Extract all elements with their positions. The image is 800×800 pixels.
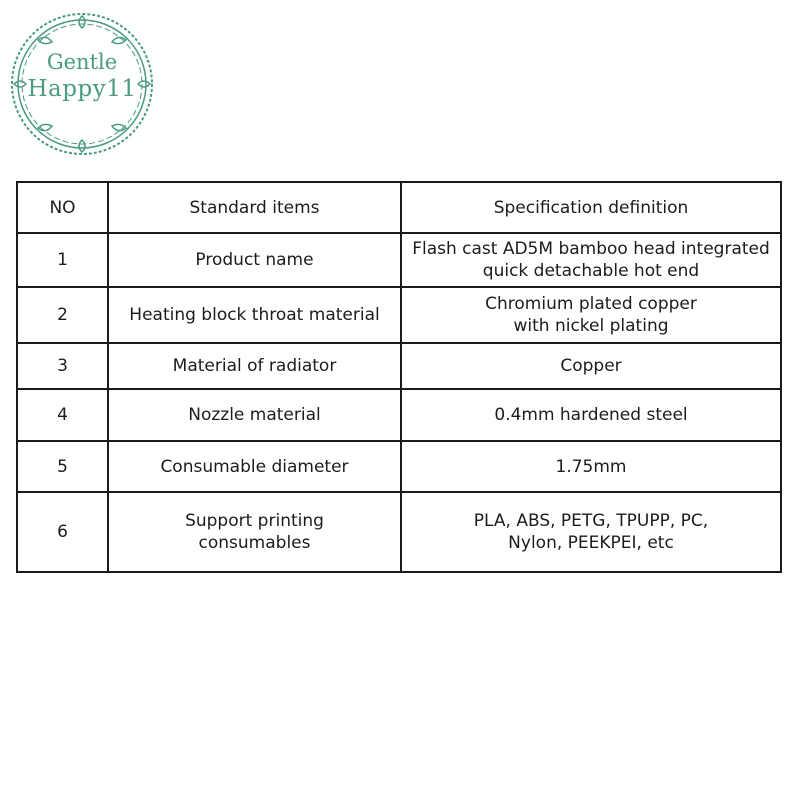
row-item: Heating block throat material	[108, 287, 401, 343]
row-spec: Chromium plated copper with nickel plating	[401, 287, 781, 343]
row-spec: 1.75mm	[401, 441, 781, 492]
header-standard-items: Standard items	[108, 182, 401, 233]
table-row	[17, 287, 781, 343]
spec-table	[16, 181, 782, 573]
table-row	[17, 343, 781, 389]
row-spec: PLA, ABS, PETG, TPUPP, PC, Nylon, PEEKPEI, etc	[401, 492, 781, 572]
row-spec: 0.4mm hardened steel	[401, 389, 781, 441]
row-spec: Flash cast AD5M bamboo head integrated quick detachable hot end	[401, 233, 781, 287]
row-no: 6	[17, 492, 108, 572]
table-row	[17, 389, 781, 441]
logo-text-line1: Gentle	[46, 50, 118, 74]
row-item: Nozzle material	[108, 389, 401, 441]
table-row	[17, 492, 781, 572]
row-no: 1	[17, 233, 108, 287]
row-no: 2	[17, 287, 108, 343]
table-row	[17, 441, 781, 492]
row-no: 5	[17, 441, 108, 492]
logo-text-line2: Happy11	[27, 76, 137, 102]
row-no: 3	[17, 343, 108, 389]
header-no: NO	[17, 182, 108, 233]
table-row	[17, 233, 781, 287]
row-no: 4	[17, 389, 108, 441]
brand-logo	[8, 10, 156, 158]
row-item: Consumable diameter	[108, 441, 401, 492]
row-item: Material of radiator	[108, 343, 401, 389]
row-item: Support printing consumables	[108, 492, 401, 572]
row-spec: Copper	[401, 343, 781, 389]
row-item: Product name	[108, 233, 401, 287]
table-header-row	[17, 182, 781, 233]
header-specification: Specification definition	[401, 182, 781, 233]
